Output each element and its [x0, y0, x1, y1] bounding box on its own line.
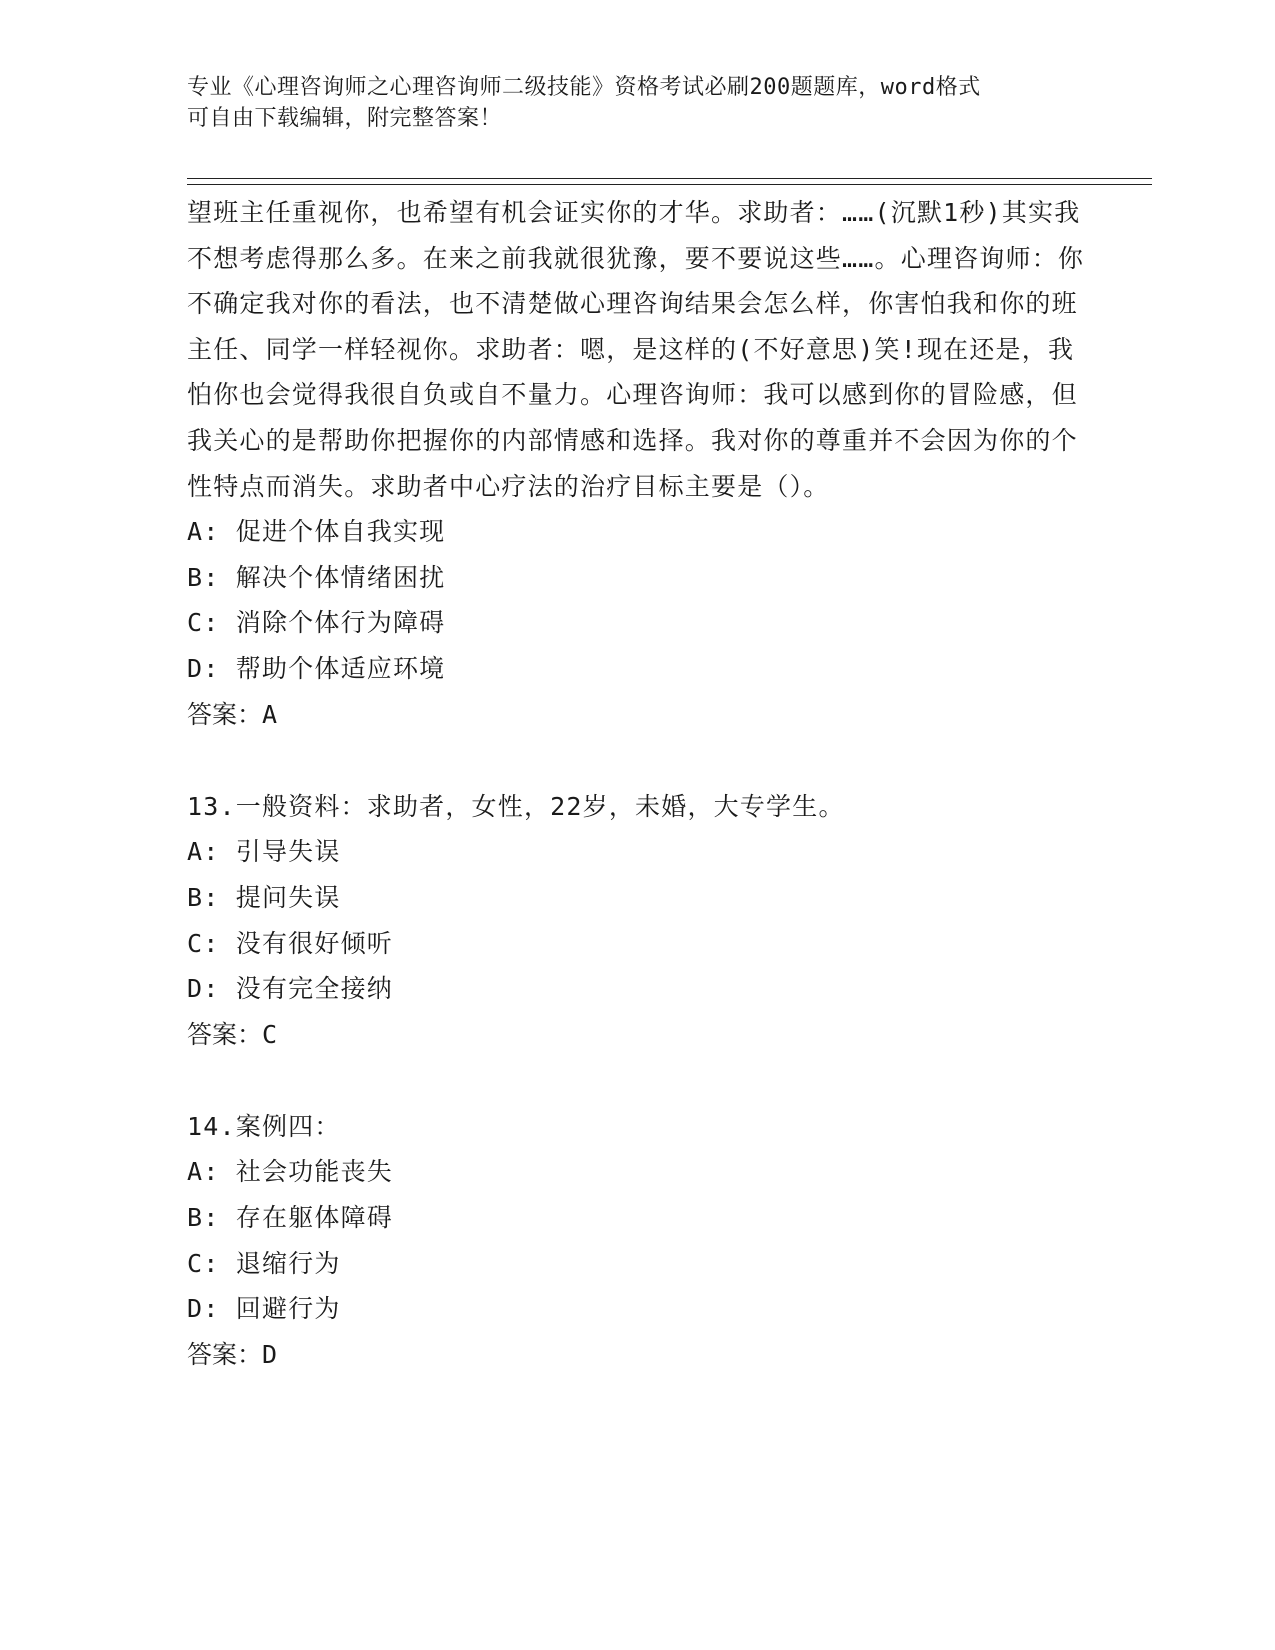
- option-b: B: 存在躯体障碍: [187, 1203, 393, 1233]
- answer-line: 答案：D: [187, 1339, 278, 1369]
- option-a: A: 社会功能丧失: [187, 1157, 393, 1187]
- option-c: C: 退缩行为: [187, 1248, 341, 1278]
- option-d: D: 回避行为: [187, 1294, 341, 1324]
- option-d: D: 没有完全接纳: [187, 974, 393, 1004]
- question-passage: 望班主任重视你，也希望有机会证实你的才华。求助者：……(沉默1秒)其实我不想考虑得那么多。在来之前我就很犹豫，要不要说这些……。心理咨询师：你不确定我对你的看法，也不清楚做心理咨询结果会怎么样，你害怕我和你的班主任、同学一样轻视你。求助者：嗯，是这样的(不好意思)笑!现在还是，我怕你也会觉得我很自负或自不量力。心理咨询师：我可以感到你的冒险感，但我关心的是帮助你把握你的内部情感和选择。我对你的尊重并不会因为你的个性特点而消失。求助者中心疗法的治疗目标主要是（）。: [187, 198, 1085, 501]
- option-a: A: 促进个体自我实现: [187, 517, 446, 547]
- option-c: C: 没有很好倾听: [187, 928, 393, 958]
- answer-line: 答案：A: [187, 699, 278, 729]
- option-a: A: 引导失误: [187, 837, 341, 867]
- question-block-13: [187, 784, 1087, 1059]
- document-body: [187, 190, 1087, 1378]
- document-header: [187, 72, 1067, 134]
- option-d: D: 帮助个体适应环境: [187, 653, 446, 683]
- answer-line: 答案：C: [187, 1019, 278, 1049]
- option-c: C: 消除个体行为障碍: [187, 608, 446, 638]
- option-b: B: 解决个体情绪困扰: [187, 562, 446, 592]
- header-line-2: 可自由下载编辑，附完整答案！: [187, 106, 503, 131]
- question-block-12: [187, 190, 1087, 738]
- question-stem: 13.一般资料：求助者，女性，22岁，未婚，大专学生。: [187, 791, 845, 821]
- header-divider-top: [187, 178, 1152, 179]
- header-divider-bottom: [187, 184, 1152, 185]
- option-b: B: 提问失误: [187, 882, 341, 912]
- question-block-14: [187, 1104, 1087, 1379]
- header-line-1: 专业《心理咨询师之心理咨询师二级技能》资格考试必刷200题题库，word格式: [187, 75, 981, 100]
- question-stem: 14.案例四：: [187, 1111, 341, 1141]
